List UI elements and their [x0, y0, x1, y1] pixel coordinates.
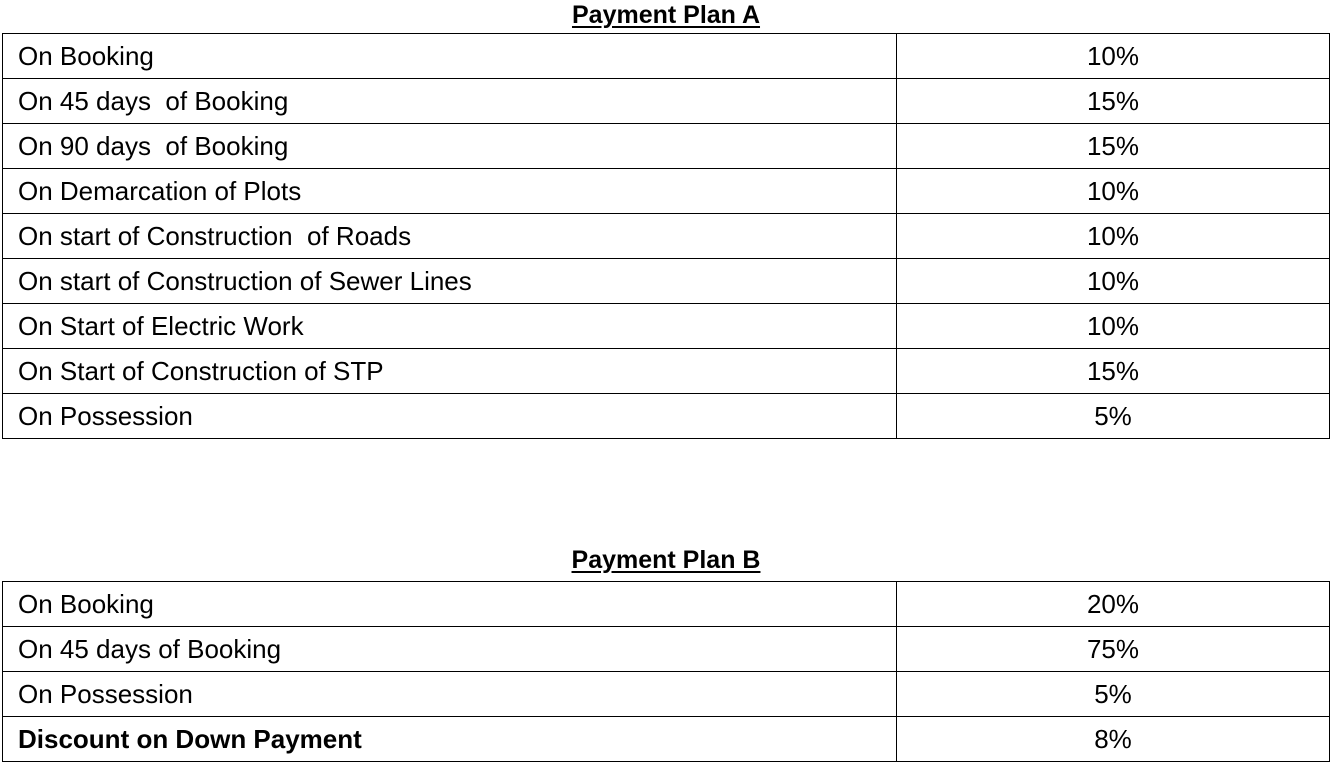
stage-cell: On Start of Construction of STP — [3, 349, 897, 394]
table-row — [3, 672, 1330, 717]
table-row — [3, 169, 1330, 214]
percent-cell: 20% — [897, 582, 1330, 627]
stage-cell: On Start of Electric Work — [3, 304, 897, 349]
percent-cell: 10% — [897, 34, 1330, 79]
stage-cell: On 45 days of Booking — [3, 627, 897, 672]
percent-cell: 8% — [897, 717, 1330, 762]
table-row — [3, 214, 1330, 259]
stage-cell: On start of Construction of Roads — [3, 214, 897, 259]
payment-plan-a-title: Payment Plan A — [571, 1, 761, 29]
stage-cell: On 45 days of Booking — [3, 79, 897, 124]
stage-cell: On Possession — [3, 672, 897, 717]
stage-cell: On start of Construction of Sewer Lines — [3, 259, 897, 304]
payment-plan-b-title: Payment Plan B — [571, 546, 761, 574]
percent-cell: 15% — [897, 79, 1330, 124]
stage-cell: On Booking — [3, 34, 897, 79]
percent-cell: 15% — [897, 349, 1330, 394]
table-row — [3, 627, 1330, 672]
stage-cell: Discount on Down Payment — [3, 717, 897, 762]
stage-cell: On Booking — [3, 582, 897, 627]
payment-plan-b-table — [2, 581, 1330, 762]
stage-cell: On 90 days of Booking — [3, 124, 897, 169]
table-row — [3, 79, 1330, 124]
percent-cell: 75% — [897, 627, 1330, 672]
table-row — [3, 717, 1330, 762]
payment-plan-a-table — [2, 33, 1330, 439]
table-row — [3, 394, 1330, 439]
percent-cell: 5% — [897, 394, 1330, 439]
table-row — [3, 34, 1330, 79]
percent-cell: 15% — [897, 124, 1330, 169]
percent-cell: 10% — [897, 214, 1330, 259]
percent-cell: 10% — [897, 304, 1330, 349]
table-row — [3, 582, 1330, 627]
percent-cell: 10% — [897, 259, 1330, 304]
stage-cell: On Demarcation of Plots — [3, 169, 897, 214]
table-row — [3, 124, 1330, 169]
table-row — [3, 349, 1330, 394]
table-row — [3, 259, 1330, 304]
stage-cell: On Possession — [3, 394, 897, 439]
percent-cell: 10% — [897, 169, 1330, 214]
percent-cell: 5% — [897, 672, 1330, 717]
table-row — [3, 304, 1330, 349]
